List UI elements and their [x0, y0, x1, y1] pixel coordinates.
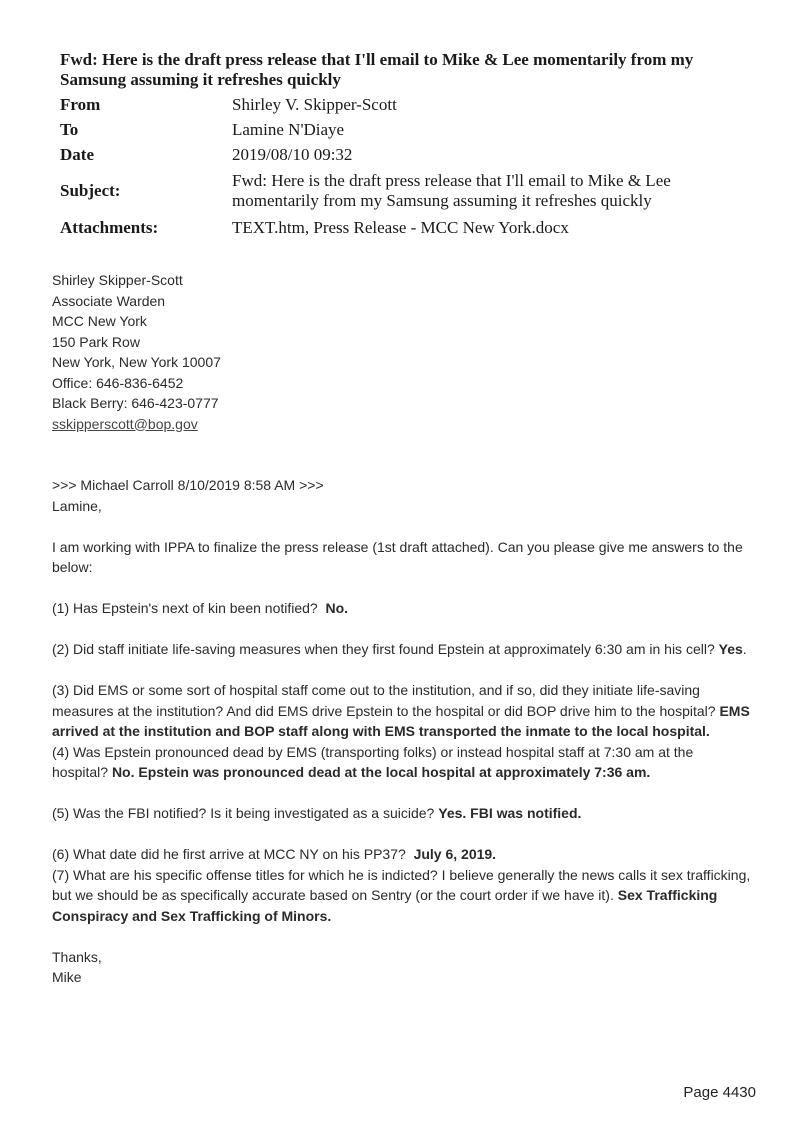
signature-address-1: 150 Park Row	[52, 333, 140, 350]
meta-row-to	[60, 117, 671, 142]
meta-row-subject	[60, 167, 671, 215]
signature-address-2: New York, New York 10007	[52, 354, 221, 370]
question-2-text: (2) Did staff initiate life-saving measures when they first found Epstein at approximately 6:30 am in his cell?	[52, 641, 715, 657]
signature-blackberry-phone: Black Berry: 646-423-0777	[52, 395, 219, 411]
answer-7: Sex Trafficking Conspiracy and Sex Trafficking of Minors.	[52, 887, 718, 924]
meta-row-date	[60, 142, 671, 167]
signature-title: Associate Warden	[52, 292, 166, 309]
date-label: Date	[60, 144, 94, 164]
question-3-text: (3) Did EMS or some sort of hospital staff come out to the institution, and if so, did they initiate life-saving measures at the institution? And did EMS drive Epstein to the hospital or did BOP drive him to the hospital?	[52, 682, 716, 719]
question-5	[52, 803, 752, 824]
question-6	[52, 844, 752, 865]
attachments-value: TEXT.htm, Press Release - MCC New York.docx	[232, 217, 569, 237]
question-3	[52, 680, 752, 742]
question-1-text: (1) Has Epstein's next of kin been notified?	[52, 600, 318, 616]
email-body	[52, 270, 752, 988]
signature-email-link[interactable]: sskipperscott@bop.gov	[52, 415, 198, 432]
from-value: Shirley V. Skipper-Scott	[232, 94, 397, 114]
question-2: (2) Did staff initiate life-saving measures when they first found Epstein at approximately 6:30 am in his cell? Yes.	[52, 641, 747, 657]
answer-4: No. Epstein was pronounced dead at the local hospital at approximately 7:36 am.	[111, 764, 651, 780]
page-number: Page 4430	[683, 1084, 756, 1101]
date-value: 2019/08/10 09:32	[232, 144, 353, 164]
meta-row-attachments	[60, 215, 671, 240]
closing: Thanks,	[52, 948, 102, 965]
to-value: Lamine N'Diaye	[232, 119, 345, 139]
intro-paragraph: I am working with IPPA to finalize the press release (1st draft attached). Can you please give me answers to the below:	[52, 538, 743, 575]
email-title: Fwd: Here is the draft press release that I'll email to Mike & Lee momentarily from my Samsung assuming it refreshes quickly	[60, 50, 694, 89]
from-label: From	[60, 94, 101, 114]
meta-row-from	[60, 92, 671, 117]
attachments-label: Attachments:	[60, 217, 159, 237]
email-header	[60, 50, 760, 240]
question-1	[52, 598, 752, 619]
email-meta-table	[60, 92, 671, 240]
question-4	[52, 742, 752, 783]
question-5-text: (5) Was the FBI notified? Is it being investigated as a suicide?	[52, 805, 435, 821]
answer-6: July 6, 2019.	[413, 846, 497, 862]
answer-5: Yes. FBI was notified.	[438, 805, 582, 821]
greeting: Lamine,	[52, 497, 102, 514]
signature-office-phone: Office: 646-836-6452	[52, 374, 184, 391]
subject-line-2: momentarily from my Samsung assuming it refreshes quickly	[232, 191, 652, 210]
question-7-text: (7) What are his specific offense titles for which he is indicted? I believe generally the news calls it sex trafficking, but we should be as specifically accurate based on Sentry (or the court order if we have it).	[52, 866, 751, 903]
question-4-text: (4) Was Epstein pronounced dead by EMS (transporting folks) or instead hospital staff at 7:30 am at the hospital?	[52, 743, 694, 780]
sender-name: Mike	[52, 969, 82, 985]
subject-value	[232, 167, 671, 215]
answer-1: No.	[325, 600, 349, 616]
to-label: To	[60, 119, 79, 139]
subject-line-1: Fwd: Here is the draft press release that I'll email to Mike & Lee	[232, 171, 671, 190]
signature-block	[52, 270, 752, 434]
subject-label: Subject:	[60, 181, 121, 200]
question-7	[52, 865, 752, 927]
answer-2: Yes	[718, 641, 743, 657]
signature-org: MCC New York	[52, 313, 147, 329]
forwarded-header: >>> Michael Carroll 8/10/2019 8:58 AM >>>	[52, 477, 324, 493]
question-6-text: (6) What date did he first arrive at MCC NY on his PP37?	[52, 846, 406, 862]
answer-3: EMS arrived at the institution and BOP staff along with EMS transported the inmate to the local hospital.	[52, 702, 750, 739]
signature-name: Shirley Skipper-Scott	[52, 272, 183, 288]
